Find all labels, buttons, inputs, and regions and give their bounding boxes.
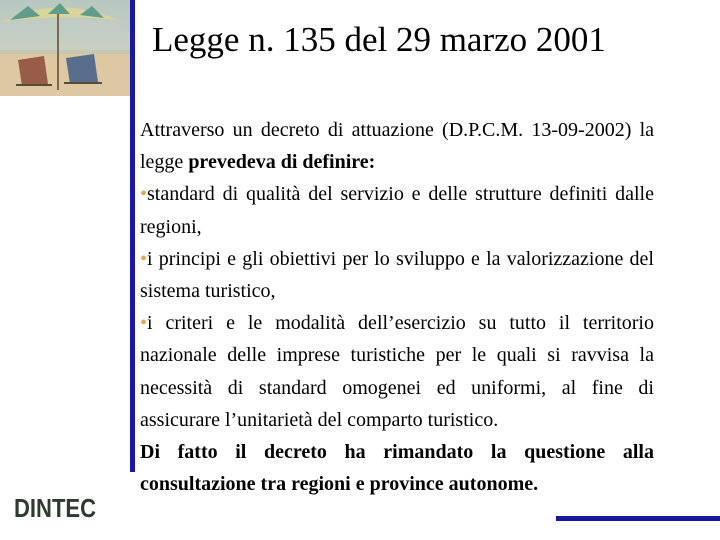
bullet-item	[140, 178, 654, 242]
dintec-logo	[14, 490, 98, 524]
conclusion-paragraph: Di fatto il decreto ha rimandato la questione alla consultazione tra regioni e province autonome.	[140, 441, 654, 496]
svg-text:DINTEC: DINTEC	[14, 493, 97, 523]
bottom-accent-bar	[556, 516, 720, 521]
left-accent-bar	[130, 0, 135, 472]
page-title: Legge n. 135 del 29 marzo 2001	[152, 20, 606, 59]
intro-text: Attraverso un decreto di attuazione (D.P.C.M. 13-09-2002) la legge	[140, 119, 654, 174]
beach-umbrella-photo	[0, 0, 130, 96]
bullet-text: standard di qualità del servizio e delle strutture definiti dalle regioni,	[140, 183, 654, 238]
intro-paragraph	[140, 114, 654, 178]
bullet-text: i principi e gli obiettivi per lo sviluppo e la valorizzazione del sistema turistico,	[140, 247, 654, 303]
bullet-item	[140, 307, 654, 436]
bullet-text: i criteri e le modalità dell’esercizio su tutto il territorio nazionale delle imprese turistiche per le quali si ravvisa la necessità di standard omogenei ed uniformi, al fine di assicurare l’unitarietà del comparto turistico.	[140, 312, 654, 431]
bullet-item	[140, 243, 654, 307]
bullet-icon: •	[140, 312, 148, 335]
intro-bold-text: prevedeva di definire:	[188, 151, 376, 174]
slide-body	[140, 114, 654, 500]
bullet-icon: •	[140, 247, 148, 270]
bullet-icon: •	[140, 183, 148, 206]
